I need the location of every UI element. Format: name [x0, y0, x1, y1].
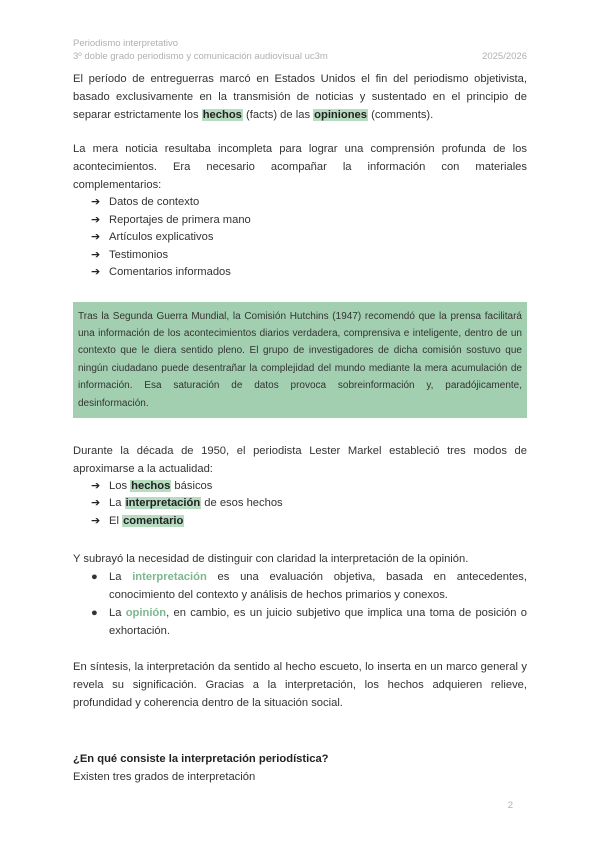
header-title: Periodismo interpretativo [73, 38, 179, 49]
arrow-icon: ➔ [91, 231, 101, 243]
page-header [73, 37, 527, 63]
list-item: ➔ El comentario [91, 513, 527, 531]
list-item: ➔ Artículos explicativos [91, 229, 527, 247]
highlight-term: comentario [123, 514, 184, 527]
header-subtitle: 3º doble grado periodismo y comunicación audiovisual uc3m [73, 51, 328, 62]
materials-list [91, 194, 527, 282]
section-heading: ¿En qué consiste la interpretación periodística? [73, 753, 329, 766]
arrow-icon: ➔ [91, 514, 101, 527]
paragraph-complement: La mera noticia resultaba incompleta para lograr una comprensión profunda de los acontecimientos. Era necesario acompañar la información con materiales complementarios: [73, 143, 527, 191]
term-opinion: opinión [125, 607, 167, 620]
intro-text-a: El período de entreguerras marcó en Estados Unidos el fin del periodismo objetivista, basado exclusivamente en la transmisión de noticias y sustentado en el principio de separar estrictamente los [73, 73, 527, 121]
hutchins-callout-box: Tras la Segunda Guerra Mundial, la Comisión Hutchins (1947) recomendó que la prensa facilitará una información de los acontecimientos diarios verdadera, comprensiva e inteligente, dentro de un contexto que le diera sentido pleno. El grupo de investigadores de dicha comisión sostuvo que ningún ciudadano puede desentrañar la complejidad del mundo mediante la mera acumulación de información. Esa saturación de datos provoca sobreinformación y, paradójicamente, desinformación. [73, 302, 527, 418]
list-item: ➔ Comentarios informados [91, 264, 527, 282]
section-subtext: Existen tres grados de interpretación [73, 771, 256, 784]
highlight-term: hechos [131, 479, 171, 492]
arrow-icon: ➔ [91, 497, 101, 510]
paragraph-markel: Durante la década de 1950, el periodista Lester Markel estableció tres modos de aproximarse a la actualidad: [73, 444, 527, 475]
bullet-icon: ● [91, 571, 98, 584]
arrow-icon: ➔ [91, 196, 101, 208]
list-item: ➔ Los hechos básicos [91, 478, 527, 496]
intro-text-c: (comments). [368, 109, 434, 121]
highlight-term: interpretación [125, 497, 201, 510]
header-row [73, 50, 527, 63]
definitions-list [91, 568, 527, 640]
arrow-icon: ➔ [91, 213, 101, 226]
list-item: ➔ Datos de contexto [91, 194, 527, 212]
header-year: 2025/2026 [482, 51, 527, 62]
list-item: ● La opinión, en cambio, es un juicio subjetivo que implica una toma de posición o exhortación. [91, 604, 527, 640]
list-item: ➔ La interpretación de esos hechos [91, 495, 527, 513]
arrow-icon: ➔ [91, 479, 101, 492]
arrow-icon: ➔ [91, 248, 101, 261]
paragraph-synthesis: En síntesis, la interpretación da sentido al hecho escueto, lo inserta en un marco general y revela su significación. Gracias a la interpretación, los hechos adquieren relieve, profundidad y coherencia dentro de la situación social. [73, 661, 527, 710]
intro-text-b: (facts) de las [242, 109, 314, 121]
arrow-icon: ➔ [91, 266, 101, 278]
page-number: 2 [507, 800, 513, 811]
markel-modes-list [91, 478, 527, 531]
paragraph-distinction: Y subrayó la necesidad de distinguir con claridad la interpretación de la opinión. [73, 553, 469, 566]
list-item: ➔ Reportajes de primera mano [91, 212, 527, 230]
paragraph-intro [73, 70, 527, 124]
highlight-opiniones: opiniones [314, 109, 367, 121]
highlight-hechos: hechos [202, 109, 242, 121]
list-item: ● La interpretación es una evaluación objetiva, basada en antecedentes, conocimiento del contexto y análisis de hechos primarios y conexos. [91, 568, 527, 604]
page-content [73, 70, 527, 786]
bullet-icon: ● [91, 607, 98, 620]
list-item: ➔ Testimonios [91, 247, 527, 265]
term-interpretacion: interpretación [132, 571, 207, 584]
